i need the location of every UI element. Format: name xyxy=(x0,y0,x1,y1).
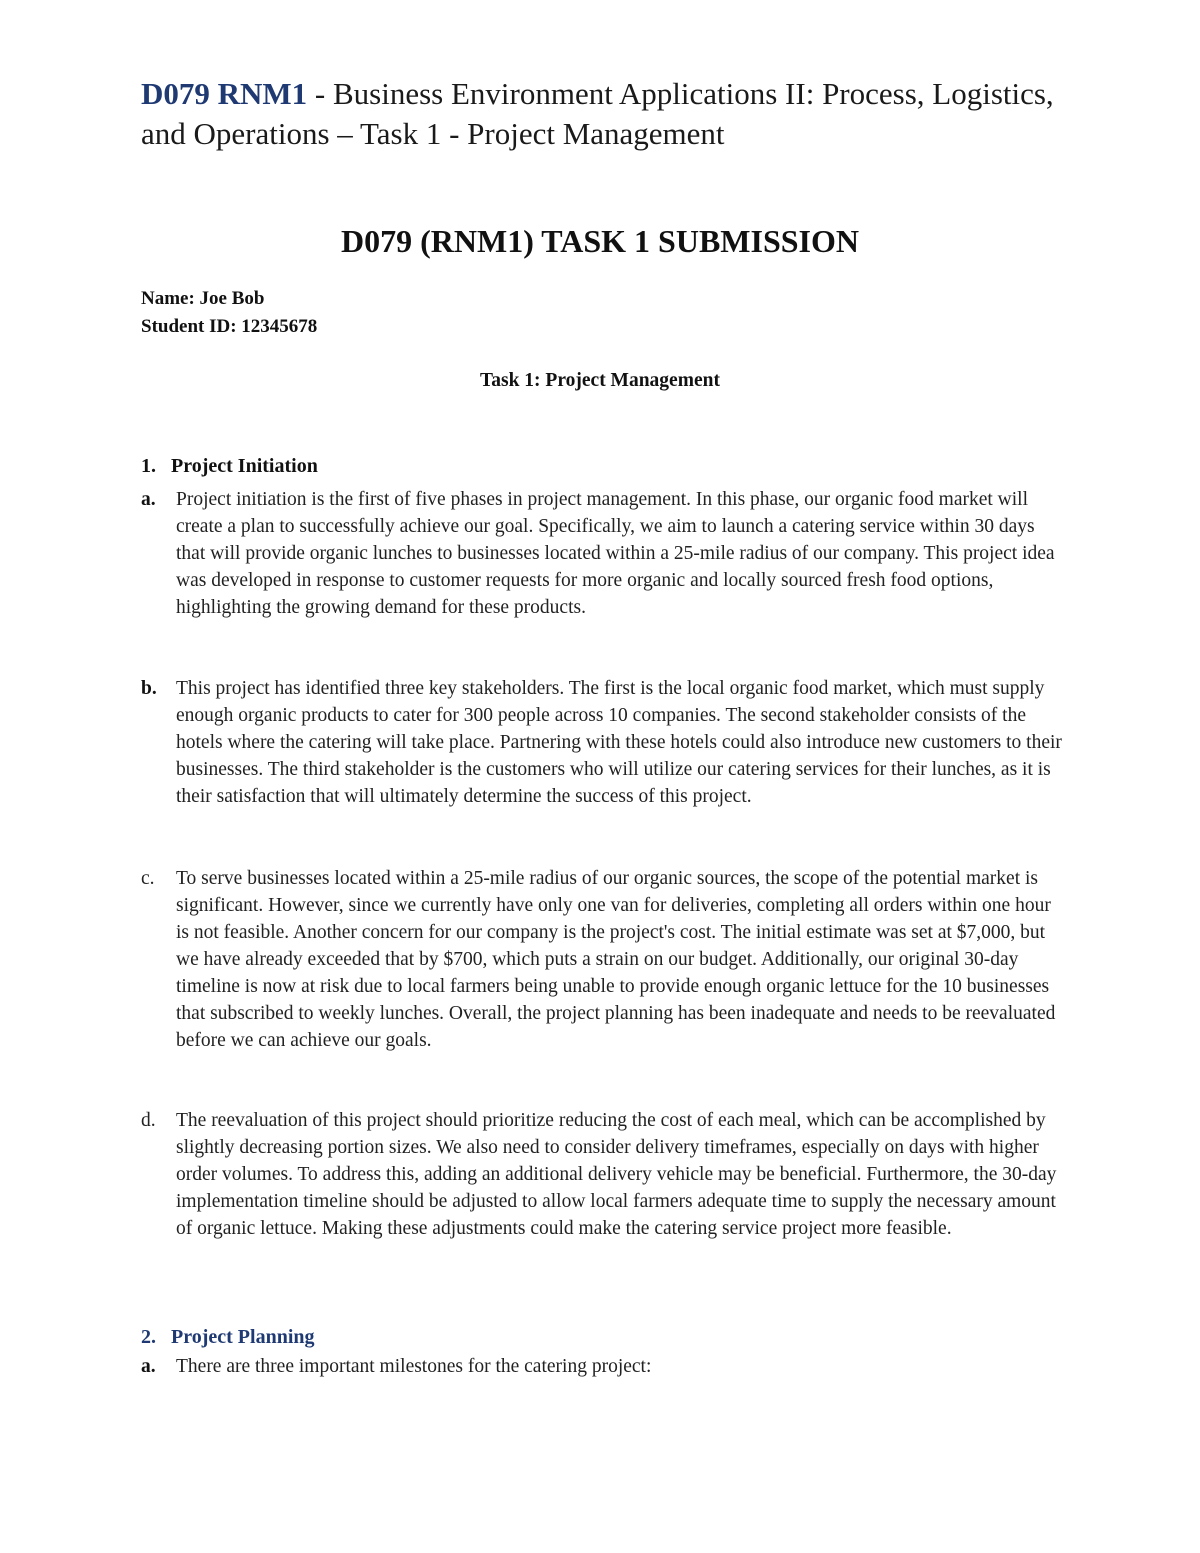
task-heading: Task 1: Project Management xyxy=(480,370,720,391)
item-text: This project has identified three key stakeholders. The first is the local organic food market, which must supply enough organic products to cater for 300 people across 10 companies. The second stakeholder consists of the hotels where the catering will take place. Partnering with these hotels could also introduce new customers to their businesses. The third stakeholder is the customers who will utilize our catering services for their lunches, as it is their satisfaction that will ultimately determine the success of this project. xyxy=(176,678,1062,807)
item-text: There are three important milestones for the catering project: xyxy=(176,1356,652,1377)
item-text: To serve businesses located within a 25-mile radius of our organic sources, the scope of the potential market is significant. However, since we currently have only one van for deliveries, completing all orders within one hour is not feasible. Another concern for our company is the project's cost. The initial estimate was set at $7,000, but we have already exceeded that by $700, which puts a strain on our budget. Additionally, our original 30-day timeline is now at risk due to local farmers being unable to provide enough organic lettuce for the 10 businesses that subscribed to weekly lunches. Overall, the project planning has been inadequate and needs to be reevaluated before we can achieve our goals. xyxy=(176,868,1056,1051)
list-item xyxy=(141,1107,1066,1242)
student-name: Name: Joe Bob xyxy=(141,288,265,309)
section-heading-project-planning xyxy=(141,1326,315,1349)
item-marker: a. xyxy=(141,1356,156,1377)
student-id: Student ID: 12345678 xyxy=(141,316,318,337)
item-marker: d. xyxy=(141,1110,156,1131)
list-item xyxy=(141,1353,1066,1380)
item-text: Project initiation is the first of five phases in project management. In this phase, our organic food market will create a plan to successfully achieve our goal. Specifically, we aim to launch a catering service within 30 days that will provide organic lunches to businesses located within a 25-mile radius of our company. This project idea was developed in response to customer requests for more organic and locally sourced fresh food options, highlighting the growing demand for these products. xyxy=(176,489,1055,618)
item-text: The reevaluation of this project should prioritize reducing the cost of each meal, which can be accomplished by slightly decreasing portion sizes. We also need to consider delivery timeframes, especially on days with higher order volumes. To address this, adding an additional delivery vehicle may be beneficial. Furthermore, the 30-day implementation timeline should be adjusted to allow local farmers adequate time to supply the necessary amount of organic lettuce. Making these adjustments could make the catering service project more feasible. xyxy=(176,1110,1057,1239)
item-marker: b. xyxy=(141,678,157,699)
section-number: 2. xyxy=(141,1326,156,1348)
course-title: - Business Environment Applications II: Process, Logistics, and Operations – Task 1 - Project Management xyxy=(141,76,1054,151)
submission-title: D079 (RNM1) TASK 1 SUBMISSION xyxy=(341,223,859,259)
item-marker: c. xyxy=(141,868,155,889)
document-header xyxy=(141,74,1071,154)
course-code: D079 RNM1 xyxy=(141,76,308,111)
list-item xyxy=(141,865,1066,1054)
section-heading-project-initiation xyxy=(141,455,318,478)
section-title: Project Initiation xyxy=(171,455,318,477)
list-item xyxy=(141,675,1066,810)
list-item xyxy=(141,486,1066,621)
section-number: 1. xyxy=(141,455,156,477)
item-marker: a. xyxy=(141,489,156,510)
section-title: Project Planning xyxy=(171,1326,315,1348)
